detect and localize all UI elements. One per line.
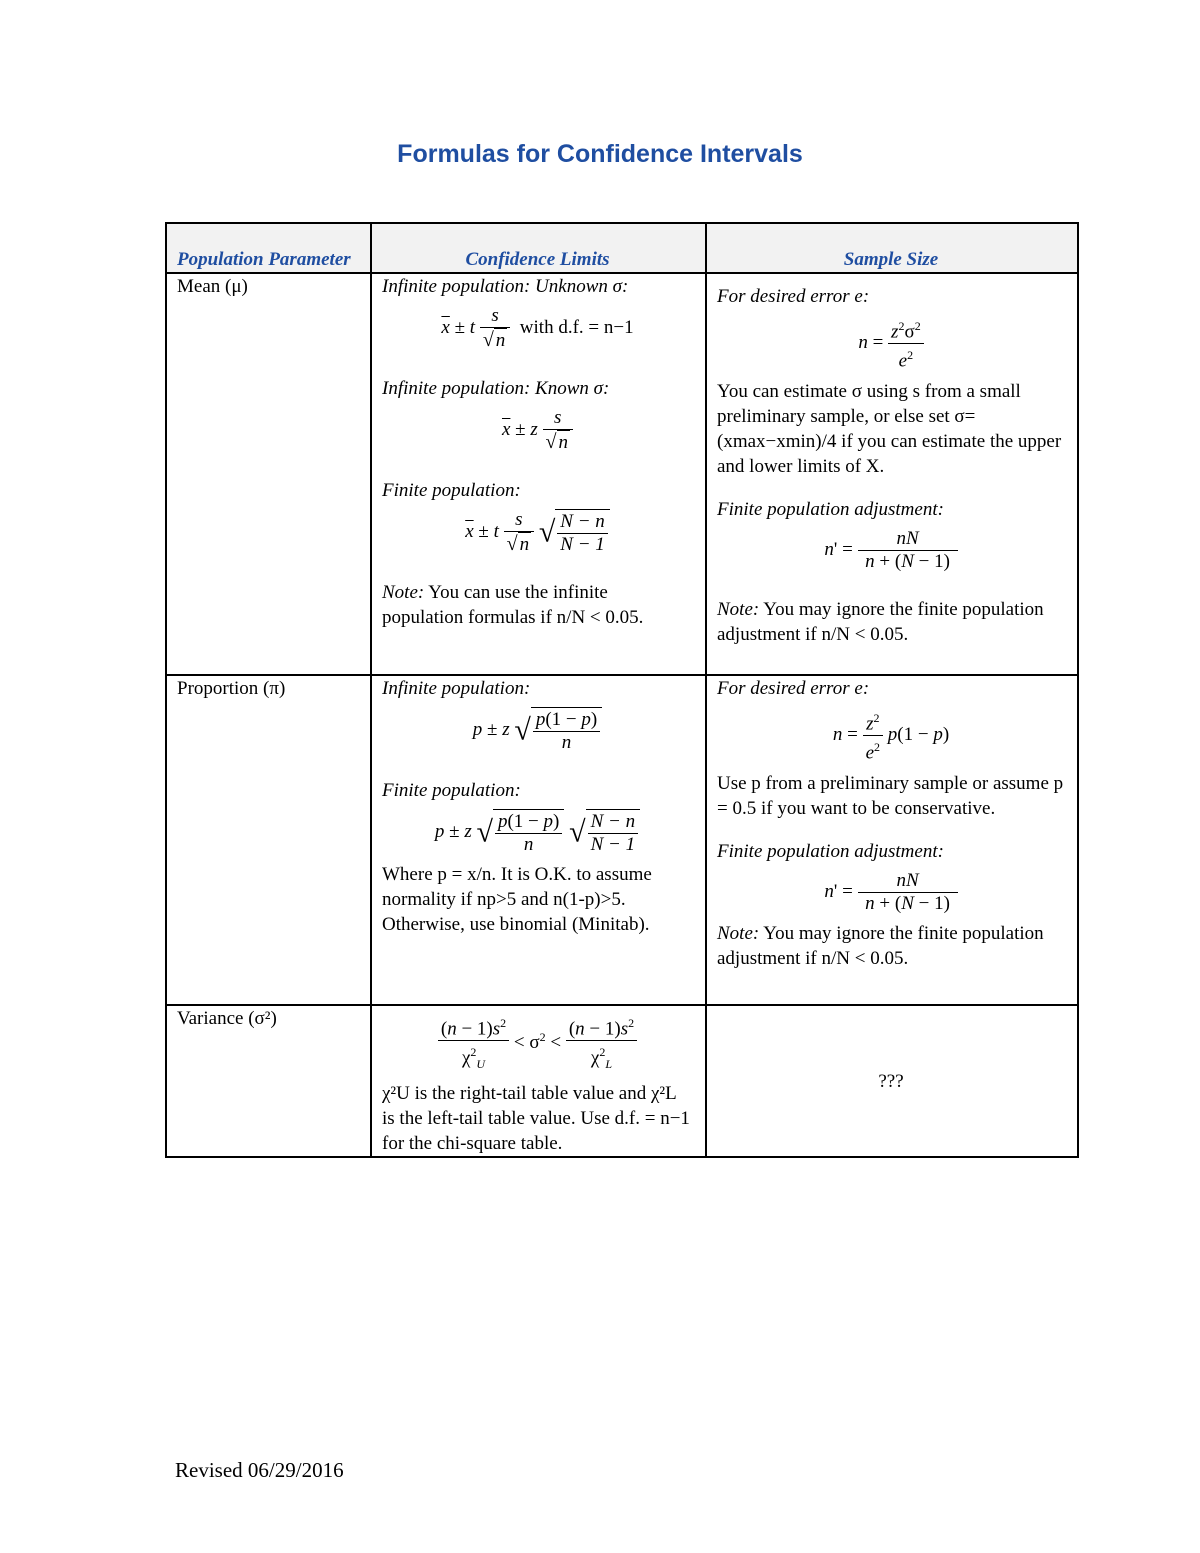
mean-formula-z: $\overline{x} \pm z$ $\frac{s}{√ n}$ — [382, 407, 693, 454]
proportion-formula-finite: p ± z √ $\frac{p(1 - p)}{n}$ √ $\frac{N - n}{N - 1}$ — [382, 809, 693, 856]
table-row — [166, 675, 1078, 1005]
proportion-finite-adj-label: Finite population adjustment: — [717, 840, 944, 862]
mean-note: Note: You can use the infinite population formulas if n/N < 0.05. — [382, 582, 644, 628]
proportion-where-text: Where p = x/n. It is O.K. to assume normality if np>5 and n(1-p)>5. Otherwise, use binomial (Minitab). — [382, 864, 652, 935]
table-header-row — [166, 223, 1078, 273]
proportion-finite-label: Finite population: — [382, 780, 521, 801]
proportion-desired-error-label: For desired error e: — [717, 678, 870, 699]
header-sample-size: Sample Size — [706, 223, 1078, 273]
mean-finite-adj-formula: n' = $\frac{nN}{n + (N - 1)}$ — [717, 528, 1065, 573]
header-population-parameter: Population Parameter — [166, 223, 371, 273]
mean-finite-adj-label: Finite population adjustment: — [717, 498, 944, 520]
param-mean: Mean (μ) — [166, 273, 371, 675]
proportion-finite-adj-formula: n' = $\frac{nN}{n + (N - 1)}$ — [717, 870, 1065, 915]
proportion-formula-infinite: p ± z √ $\frac{p(1 - p)}{n}$ — [382, 707, 693, 754]
variance-formula: $\frac{(n - 1)s^2}{\chi^2_U}$ < $\sigma^2$ < $\frac{(n - 1)s^2}{\chi^2_L}$ — [382, 1012, 693, 1075]
proportion-ss-formula: n = $\frac{z^2}{e^2}$ p(1 − p) — [717, 707, 1065, 765]
mean-finite-label: Finite population: — [382, 480, 521, 501]
proportion-use-text: Use p from a preliminary sample or assume p = 0.5 if you want to be conservative. — [717, 772, 1064, 819]
proportion-ss-note: Note: You may ignore the finite population adjustment if n/N < 0.05. — [717, 922, 1044, 969]
table-row — [166, 273, 1078, 675]
mean-infinite-known-label: Infinite population: Known σ: — [382, 378, 610, 399]
mean-ss-note: Note: You may ignore the finite population adjustment if n/N < 0.05. — [717, 598, 1044, 645]
page-title: Formulas for Confidence Intervals — [397, 140, 803, 168]
mean-formula-t: $\overline{x} \pm t$ $\frac{s}{√ n}$ with d.f. = n−1 — [441, 305, 634, 351]
mean-confidence-limits — [371, 273, 706, 675]
proportion-sample-size — [706, 675, 1078, 1005]
mean-sample-size — [706, 273, 1078, 675]
mean-infinite-unknown-label: Infinite population: Unknown σ: — [382, 276, 629, 297]
mean-ss-formula: n = $\frac{z^2\sigma^2}{e^2}$ — [717, 315, 1065, 373]
param-proportion: Proportion (π) — [166, 675, 371, 1005]
variance-text: χ²U is the right-tail table value and χ²L is the left-tail table value. Use d.f. = n−1 for the chi-square table. — [382, 1083, 690, 1155]
mean-desired-error-label: For desired error e: — [717, 286, 870, 307]
variance-sample-size: ??? — [706, 1005, 1078, 1157]
mean-df-text: with d.f. = n−1 — [519, 316, 634, 338]
variance-confidence-limits — [371, 1005, 706, 1157]
proportion-confidence-limits — [371, 675, 706, 1005]
header-confidence-limits: Confidence Limits — [371, 223, 706, 273]
param-variance: Variance (σ²) — [166, 1005, 371, 1157]
mean-estimate-text: You can estimate σ using s from a small preliminary sample, or else set σ= (xmax−xmin)/4 if you can estimate the upper and lower limits of X. — [717, 380, 1062, 477]
mean-formula-finite: $\overline{x} \pm t$ $\frac{s}{√ n}$ √ $\frac{N - n}{N - 1}$ — [382, 509, 693, 556]
table-row — [166, 1005, 1078, 1157]
proportion-infinite-label: Infinite population: — [382, 678, 531, 699]
revision-footer: Revised 06/29/2016 — [175, 1458, 344, 1482]
formula-table — [165, 222, 1079, 1158]
